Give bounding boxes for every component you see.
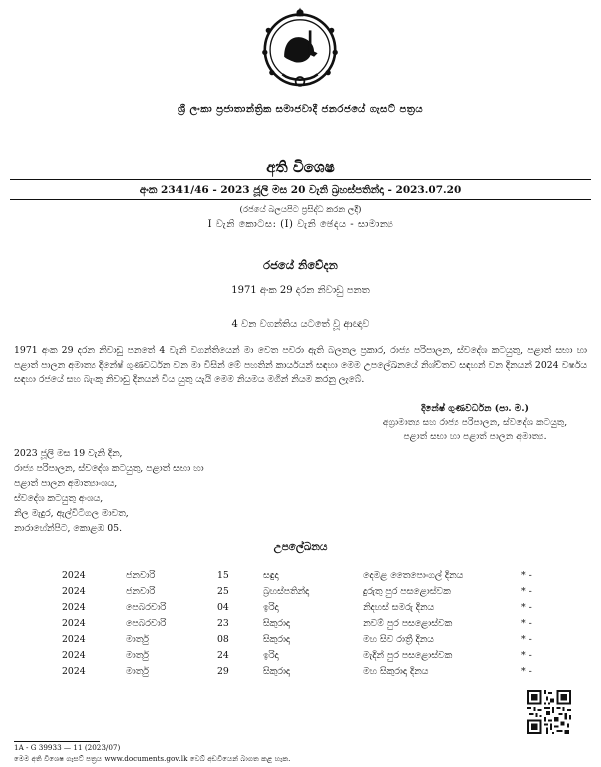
holiday-day: 08 <box>217 634 229 645</box>
order-line: 4 වන වගන්තිය යටතේ වූ ආඥාව <box>231 319 370 330</box>
address-line: නිල මැදුර, ඇල්විටිගල මාවත, <box>14 508 129 519</box>
table-row <box>0 618 601 634</box>
signatory-title-2: පළාත් සභා හා පළාත් පාලන අමාත්‍ය. <box>403 431 547 442</box>
holiday-weekday: ඉරිදා <box>263 650 279 661</box>
holiday-year: 2024 <box>62 650 86 661</box>
table-row <box>0 570 601 586</box>
holiday-name: දෙමළ තෛපොංගල් දිනය <box>363 570 464 581</box>
order-paragraph: 1971 අංක 29 දරන නිවාඩු පනතේ 4 වැනි වගන්තියෙන් මා වෙත පවරා ඇති බලතල ප්‍රකාර, රාජ්‍ය පරිපාලන, ස්වදේශ කටයුතු, පළාත් සභා හා පළාත් පාලන අමාත්‍ය දිනේෂ් ගුණවර්ධන වන මා විසින් මේ පහතින් කාර්යයන් සඳහා මෙම උපලේඛනයේ නිශ්චිතව සඳහන් වන දිනයන් 2024 වර්ෂය සඳහා රජයේ සහ බැංකු නිවාඩු දිනයන් විය යුතු යැයි මෙම නියමය මගින් නියම කරනු ලැබේ. <box>14 345 587 385</box>
address-line: පළාත් පාලන අමාත්‍යාංශය, <box>14 478 118 489</box>
holiday-name: මැදින් පුර පසළොස්වක <box>363 650 453 661</box>
table-row <box>0 650 601 666</box>
address-line: ස්වදේශ කටයුතු අංශය, <box>14 493 104 504</box>
holiday-month: පෙබරවාරි <box>126 602 167 613</box>
holiday-marker: * - <box>521 618 532 629</box>
holiday-name: මහ සිකුරාදා දිනය <box>363 666 429 677</box>
holiday-year: 2024 <box>62 666 86 677</box>
signature-block <box>360 402 590 444</box>
header-rule-top <box>10 179 591 180</box>
holiday-marker: * - <box>521 666 532 677</box>
download-note: මෙම අති විශෙෂ ගැසට් පත්‍රය www.documents.gov.lk වෙබ් අඩවියෙන් බාගත කළ හැක. <box>14 754 291 763</box>
holiday-month: මාර්තු <box>126 650 149 661</box>
address-line: 2023 ජූලි මස 19 වැනි දින, <box>14 448 123 459</box>
holiday-weekday: බ්‍රහස්පතින්දා <box>263 586 310 597</box>
holiday-weekday: සිකුරාදා <box>263 634 291 645</box>
holiday-month: පෙබරවාරි <box>126 618 167 629</box>
holiday-marker: * - <box>521 586 532 597</box>
holiday-month: මාර්තු <box>126 666 149 677</box>
signatory-name: දිනේෂ් ගුණවර්ධන (පා. ම.) <box>421 403 529 414</box>
schedule-title: උපලේඛනය <box>273 541 328 553</box>
sri-lanka-emblem-icon <box>256 4 344 92</box>
authority-note: (රජයේ බලයපිට ප්‍රසිද්ධ කරන ලදී) <box>239 205 362 215</box>
table-row <box>0 666 601 682</box>
holiday-day: 24 <box>217 650 229 661</box>
holiday-month: මාර්තු <box>126 634 149 645</box>
gazette-title: ශ්‍රී ලංකා ප්‍රජාතාන්ත්‍රික සමාජවාදී ජනරජයේ ගැසට් පත්‍රය <box>177 104 424 115</box>
part-heading: I වැනි කොටස: (I) වැනි ඡෙදය - සාමාන්‍ය <box>207 219 394 230</box>
table-row <box>0 634 601 650</box>
holiday-day: 23 <box>217 618 229 629</box>
address-block <box>14 446 244 536</box>
act-line: 1971 අංක 29 දරන නිවාඩු පනත <box>231 285 370 296</box>
address-line: නාරාහේන්පිට, කොළඹ 05. <box>14 523 123 534</box>
holiday-weekday: සිකුරාදා <box>263 666 291 677</box>
qr-code-icon <box>527 690 571 734</box>
section-title: රජයේ නිවේදන <box>263 258 338 272</box>
footer-rule <box>14 741 100 742</box>
holiday-month: ජනවාරි <box>126 570 156 581</box>
holiday-name: නවම් පුර පසළොස්වක <box>363 618 453 629</box>
holiday-day: 25 <box>217 586 229 597</box>
extraordinary-label: අති විශෙෂ <box>266 158 335 176</box>
holiday-day: 15 <box>217 570 229 581</box>
holiday-month: ජනවාරි <box>126 586 156 597</box>
holiday-year: 2024 <box>62 586 86 597</box>
holiday-day: 29 <box>217 666 229 677</box>
print-code: 1A - G 39933 — 11 (2023/07) <box>14 743 121 752</box>
holiday-weekday: සඳුදා <box>263 570 279 581</box>
header-rule-bottom <box>10 199 591 200</box>
holiday-name: මහ සිව රාත්‍රී දිනය <box>363 634 434 645</box>
address-line: රාජ්‍ය පරිපාලන, ස්වදේශ කටයුතු, පළාත් සභා හා <box>14 463 204 474</box>
table-row <box>0 586 601 602</box>
table-row <box>0 602 601 618</box>
holiday-name: නිදහස් සමරු දිනය <box>363 602 435 613</box>
holiday-marker: * - <box>521 634 532 645</box>
holiday-marker: * - <box>521 570 532 581</box>
holiday-year: 2024 <box>62 570 86 581</box>
holiday-year: 2024 <box>62 602 86 613</box>
holiday-name: දුරුතු පුර පසළොස්වක <box>363 586 451 597</box>
holiday-day: 04 <box>217 602 229 613</box>
holiday-year: 2024 <box>62 618 86 629</box>
holiday-weekday: ඉරිදා <box>263 602 279 613</box>
holiday-marker: * - <box>521 650 532 661</box>
signatory-title-1: අග්‍රාමාත්‍ය සහ රාජ්‍ය පරිපාලන, ස්වදේශ කටයුතු, <box>382 417 568 428</box>
issue-line: අංක 2341/46 - 2023 ජූලි මස 20 වැනි බ්‍රහස්පතින්දා - 2023.07.20 <box>139 184 462 196</box>
holiday-marker: * - <box>521 602 532 613</box>
holiday-year: 2024 <box>62 634 86 645</box>
holiday-weekday: සිකුරාදා <box>263 618 291 629</box>
